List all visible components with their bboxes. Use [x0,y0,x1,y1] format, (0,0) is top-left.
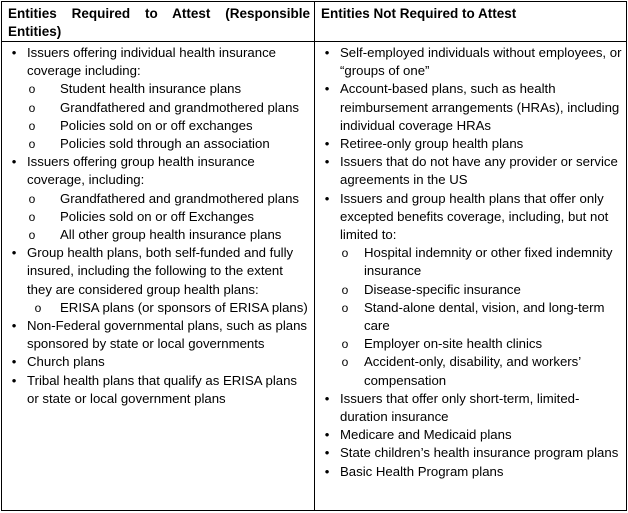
required-item [2,153,314,244]
not_required-subitem-text: Disease-specific insurance [364,281,521,297]
circle-bullet-icon: o [28,82,36,97]
not_required-item [315,390,626,426]
required-item [2,372,314,408]
bullet-icon: • [324,136,330,152]
bullet-icon: • [11,154,17,170]
required-subitem [27,80,310,98]
bullet-icon: • [11,245,17,261]
required-subitem-text: Policies sold on or off exchanges [60,117,253,133]
required-subitem-text: ERISA plans (or sponsors of ERISA plans) [60,299,308,315]
bullet-icon: • [324,463,330,479]
required-item-text: Issuers offering group health insurance coverage, including: [27,154,255,188]
not_required-item [315,190,626,390]
not_required-item [315,444,626,462]
not_required-item [315,153,626,189]
not_required-subitem-text: Stand-alone dental, vision, and long-term care [364,299,605,334]
not_required-item-text: Issuers that offer only short-term, limited-duration insurance [340,390,580,425]
not_required-item-text: Issuers and group health plans that offer only excepted benefits coverage, including, but not limited to: [340,190,609,243]
required-item-text: Tribal health plans that qualify as ERISA plans or state or local government plans [27,372,298,406]
bullet-icon: • [324,45,330,60]
not_required-subitem [340,244,622,280]
bullet-icon: • [324,190,330,206]
header-required [2,2,315,42]
not_required-subitem-text: Employer on-site health clinics [364,336,543,352]
bullet-icon: • [11,318,17,334]
circle-bullet-icon: o [28,228,36,243]
bullet-icon: • [324,390,330,406]
not_required-item [315,44,626,80]
not_required-item [315,80,626,135]
not_required-subitem [340,353,622,389]
required-subitem [27,135,310,153]
not_required-item-text: Medicare and Medicaid plans [340,427,512,443]
required-item [2,244,314,317]
required-item-text: Church plans [27,354,105,370]
not_required-subitem-text: Hospital indemnity or other fixed indemnity insurance [364,245,613,279]
circle-bullet-icon: o [341,300,349,315]
circle-bullet-icon: o [341,282,349,297]
header-not-required [315,2,627,42]
not_required-item-text: Self-employed individuals without employees, or “groups of one” [340,45,622,79]
circle-bullet-icon: o [28,209,36,224]
required-sublist [27,80,310,153]
not_required-item-text: Retiree-only group health plans [340,136,524,152]
bullet-icon: • [324,154,330,170]
bullet-icon: • [11,372,17,388]
not_required-item-text: Account-based plans, such as health reimbursement arrangements (HRAs), including individual coverage HRAs [340,81,620,133]
required-subitem [27,299,310,317]
not_required-item-text: Basic Health Program plans [340,463,504,479]
bullet-icon: • [11,354,17,370]
bullet-icon: • [11,45,17,60]
required-item [2,353,314,371]
not_required-item [315,135,626,153]
required-subitem [27,190,310,208]
required-subitem-text: Policies sold on or off Exchanges [60,208,255,224]
bullet-icon: • [324,81,330,97]
required-subitem [27,117,310,135]
bullet-icon: • [324,445,330,461]
header-required-text: Entities Required to Attest (Responsible Entities) [8,6,310,39]
circle-bullet-icon: o [28,118,36,133]
circle-bullet-icon: o [28,137,36,152]
not_required-item-text: State children’s health insurance program plans [340,445,619,461]
required-subitem-text: All other group health insurance plans [60,227,282,243]
not_required-subitem [340,281,622,299]
not_required-subitem-text: Accident-only, disability, and workers’ compensation [364,354,581,388]
required-subitem-text: Policies sold through an association [60,136,270,152]
header-not-required-text: Entities Not Required to Attest [321,6,517,21]
not-required-cell [315,42,627,511]
required-item-text: Non-Federal governmental plans, such as plans sponsored by state or local governments [27,318,308,352]
required-cell [2,42,315,511]
required-subitem-text: Student health insurance plans [60,81,242,97]
required-item-text: Issuers offering individual health insurance coverage including: [27,45,277,79]
circle-bullet-icon: o [341,355,349,370]
header-row [2,2,627,42]
required-sublist [27,190,310,245]
not_required-subitem [340,299,622,335]
body-row [2,42,627,511]
circle-bullet-icon: o [28,191,36,206]
required-subitem [27,226,310,244]
required-subitem-text: Grandfathered and grandmothered plans [60,190,300,206]
attestation-table [1,1,627,511]
required-item [2,44,314,153]
not_required-item [315,426,626,444]
circle-bullet-icon: o [34,300,42,315]
circle-bullet-icon: o [341,337,349,352]
not-required-list [315,44,626,481]
not_required-sublist [340,244,622,390]
required-subitem-text: Grandfathered and grandmothered plans [60,99,300,115]
not_required-item [315,463,626,481]
not_required-subitem [340,335,622,353]
required-subitem [27,208,310,226]
required-item-text: Group health plans, both self-funded and fully insured, including the following to the extent they are considered group health plans: [27,245,294,297]
required-item [2,317,314,353]
required-list [2,44,314,408]
not_required-item-text: Issuers that do not have any provider or service agreements in the US [340,154,618,188]
required-sublist [27,299,310,317]
bullet-icon: • [324,427,330,443]
circle-bullet-icon: o [341,246,349,261]
required-subitem [27,99,310,117]
circle-bullet-icon: o [28,100,36,115]
